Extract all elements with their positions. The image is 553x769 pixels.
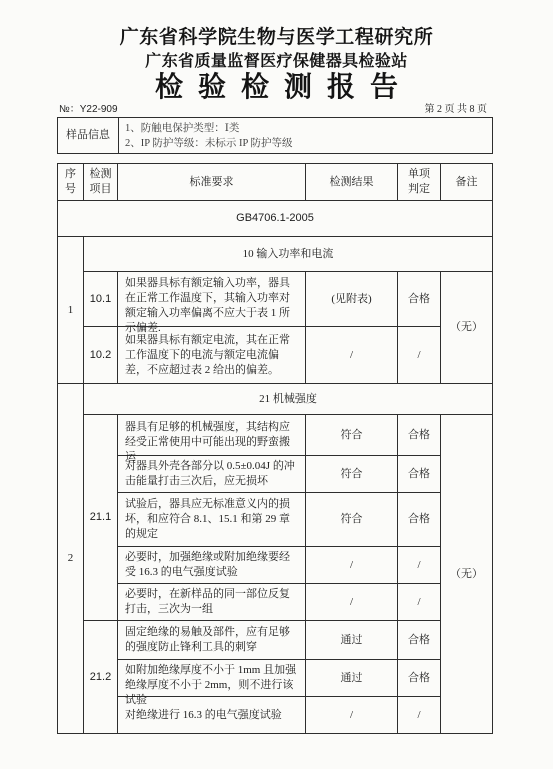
table-row	[58, 621, 493, 660]
result-cell: 符合	[306, 456, 398, 493]
verdict-cell: 合格	[398, 621, 441, 660]
verdict-cell: 合格	[398, 493, 441, 547]
result-cell: 符合	[306, 493, 398, 547]
item-code: 21.1	[84, 415, 118, 621]
result-cell: (见附表)	[306, 272, 398, 327]
standard-code: GB4706.1-2005	[58, 201, 493, 237]
table-row	[58, 327, 493, 384]
sample-info-row	[58, 118, 493, 154]
requirement-text: 试验后，器具应无标准意义内的损坏，和应符合 8.1、15.1 和第 29 章的规定	[125, 498, 290, 540]
verdict-cell: /	[398, 584, 441, 621]
table-row	[58, 493, 493, 547]
requirement-text: 固定绝缘的易触及部件，应有足够的强度防止锋利工具的刺穿	[125, 626, 290, 653]
requirement-text: 对绝缘进行 16.3 的电气强度试验	[125, 708, 282, 721]
verdict-cell: /	[398, 697, 441, 734]
item-code: 10.1	[84, 272, 118, 327]
report-title: 检验检测报告	[154, 72, 413, 103]
section-title: 10 输入功率和电流	[84, 237, 493, 272]
result-cell: 通过	[306, 660, 398, 697]
result-cell: 通过	[306, 621, 398, 660]
sample-info-table	[57, 117, 493, 154]
page-indicator: 第 2 页 共 8 页	[424, 104, 487, 115]
requirement-cell	[118, 272, 306, 334]
report-number: №：Y22-909	[59, 104, 118, 115]
result-cell: /	[306, 584, 398, 621]
column-header-test-item: 检测项目	[84, 164, 118, 201]
table-row	[58, 660, 493, 697]
requirement-text: 如果器具标有额定电流，其在正常工作温度下的电流与额定电流偏差，不应超过表 2 给出的偏差。	[125, 333, 290, 376]
result-cell: 符合	[306, 415, 398, 456]
sample-info-line: 2、IP 防护等级：未标示 IP 防护等级	[125, 137, 293, 149]
station-name: 广东省质量监督医疗保健器具检验站	[145, 53, 408, 70]
section-serial: 1	[58, 237, 84, 384]
column-header-remark: 备注	[441, 164, 493, 201]
column-header-result: 检测结果	[306, 164, 398, 201]
table-row	[58, 584, 493, 621]
item-code: 10.2	[84, 327, 118, 384]
requirement-text: 如附加绝缘厚度不小于 1mm 且加强绝缘厚度不小于 2mm，则不进行该试验	[125, 663, 297, 706]
table-row	[58, 697, 493, 734]
requirement-cell	[118, 547, 306, 584]
standard-row	[58, 201, 493, 237]
requirement-text: 必要时，在新样品的同一部位反复打击，三次为一组	[125, 588, 290, 615]
requirement-cell	[118, 584, 306, 621]
remark-cell: （无）	[441, 415, 493, 734]
verdict-cell: /	[398, 327, 441, 384]
sample-info-label: 样品信息	[58, 118, 119, 154]
item-code: 21.2	[84, 621, 118, 734]
verdict-cell: 合格	[398, 415, 441, 456]
column-header-serial: 序号	[58, 164, 84, 201]
requirement-cell	[118, 327, 306, 384]
remark-cell: （无）	[441, 272, 493, 384]
result-cell: /	[306, 697, 398, 734]
requirement-text: 如果器具标有额定输入功率，器具在正常工作温度下，其输入功率对额定输入功率偏离不应大于表 1 所示偏差.	[125, 277, 290, 334]
sample-info-line: 1、防触电保护类型：Ⅰ类	[125, 122, 240, 134]
result-cell: /	[306, 327, 398, 384]
requirement-text: 必要时，加强绝缘或附加绝缘要经受 16.3 的电气强度试验	[125, 551, 290, 578]
result-cell: /	[306, 547, 398, 584]
requirement-cell	[118, 493, 306, 547]
table-row	[58, 415, 493, 456]
table-row	[58, 456, 493, 493]
section-serial: 2	[58, 384, 84, 734]
table-header-row	[58, 164, 493, 201]
verdict-cell: 合格	[398, 660, 441, 697]
inspection-results-table	[57, 163, 493, 734]
verdict-cell: 合格	[398, 272, 441, 327]
section-title: 21 机械强度	[84, 384, 493, 415]
verdict-cell: /	[398, 547, 441, 584]
institute-name: 广东省科学院生物与医学工程研究所	[119, 27, 434, 48]
table-row	[58, 547, 493, 584]
requirement-cell	[118, 660, 306, 706]
requirement-text: 器具有足够的机械强度，其结构应经受正常使用中可能出现的野蛮搬运	[125, 420, 290, 463]
requirement-cell	[118, 621, 306, 660]
column-header-verdict: 单项判定	[398, 164, 441, 201]
sample-info-details	[119, 118, 493, 154]
requirement-text: 对器具外壳各部分以 0.5±0.04J 的冲击能量打击三次后，应无损坏	[125, 460, 295, 487]
requirement-cell	[118, 456, 306, 493]
section-header-row	[58, 384, 493, 415]
section-header-row	[58, 237, 493, 272]
column-header-requirement: 标准要求	[118, 164, 306, 201]
verdict-cell: 合格	[398, 456, 441, 493]
table-row	[58, 272, 493, 327]
requirement-cell	[118, 415, 306, 463]
